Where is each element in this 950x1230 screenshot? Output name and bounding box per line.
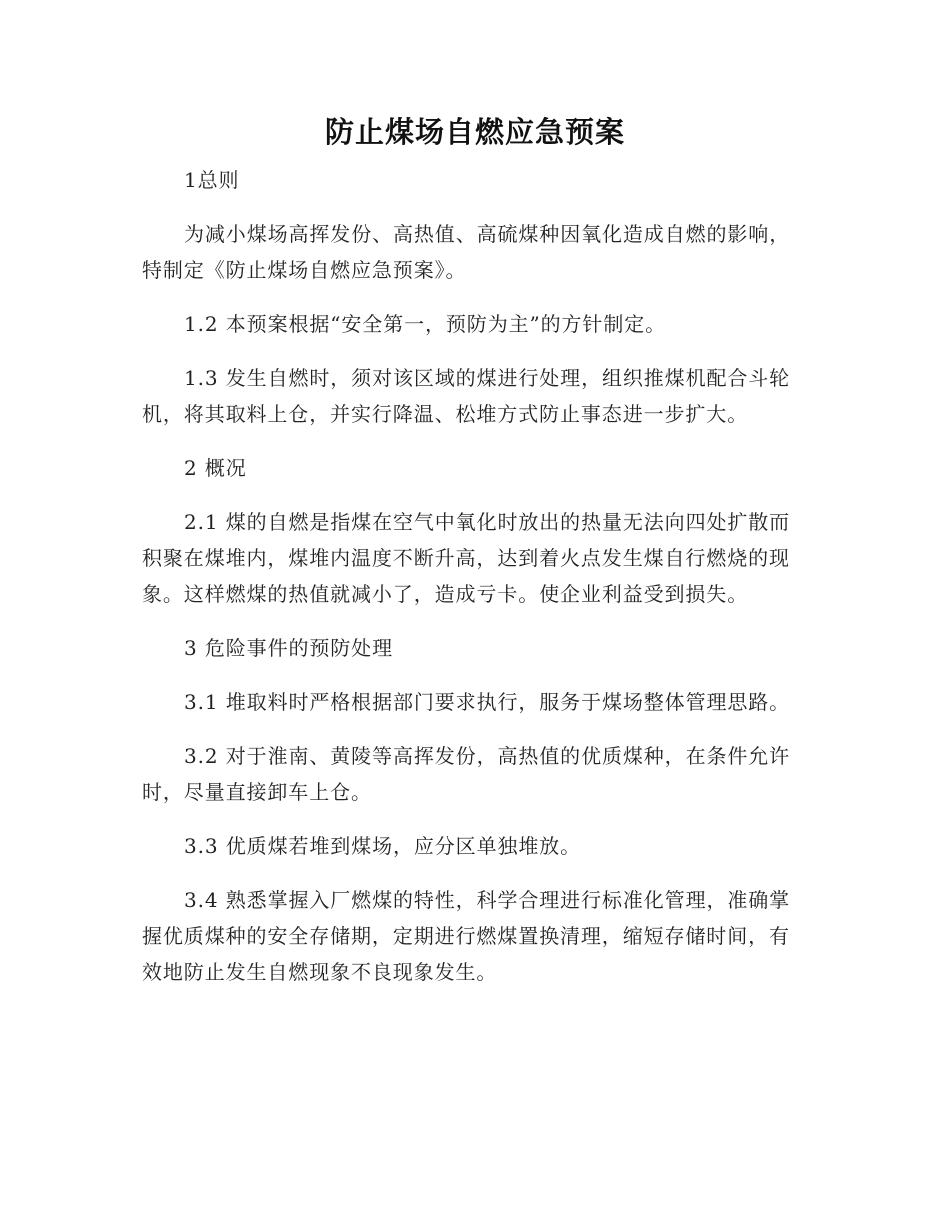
paragraph-3-4: 3.4 熟悉掌握入厂燃煤的特性，科学合理进行标准化管理，准确掌握优质煤种的安全存储期，定期进行燃煤置换清理，缩短存储时间，有效地防止发生自燃现象不良现象发生。 bbox=[142, 888, 791, 984]
paragraph-3-3: 3.3 优质煤若堆到煤场，应分区单独堆放。 bbox=[184, 834, 582, 858]
paragraph-1-2: 1.2 本预案根据“安全第一，预防为主”的方针制定。 bbox=[184, 312, 667, 336]
section-heading-overview: 2 概况 bbox=[184, 456, 247, 480]
document-title: 防止煤场自燃应急预案 bbox=[324, 115, 625, 149]
paragraph-3-2: 3.2 对于淮南、黄陵等高挥发份，高热值的优质煤种，在条件允许时，尽量直接卸车上仓。 bbox=[142, 744, 791, 804]
paragraph-1-3: 1.3 发生自燃时，须对该区域的煤进行处理，组织推煤机配合斗轮机，将其取料上仓，并实行降温、松堆方式防止事态进一步扩大。 bbox=[142, 366, 791, 426]
section-heading-prevention: 3 危险事件的预防处理 bbox=[184, 636, 393, 660]
paragraph-3-1: 3.1 堆取料时严格根据部门要求执行，服务于煤场整体管理思路。 bbox=[184, 690, 791, 714]
paragraph-purpose: 为减小煤场高挥发份、高热值、高硫煤种因氧化造成自燃的影响，特制定《防止煤场自燃应急预案》。 bbox=[142, 222, 791, 282]
document-body bbox=[142, 162, 802, 1008]
section-heading-general: 1总则 bbox=[184, 168, 240, 192]
paragraph-2-1: 2.1 煤的自燃是指煤在空气中氧化时放出的热量无法向四处扩散而积聚在煤堆内，煤堆内温度不断升高，达到着火点发生煤自行燃烧的现象。这样燃煤的热值就减小了，造成亏卡。使企业利益受到损失。 bbox=[142, 510, 791, 606]
